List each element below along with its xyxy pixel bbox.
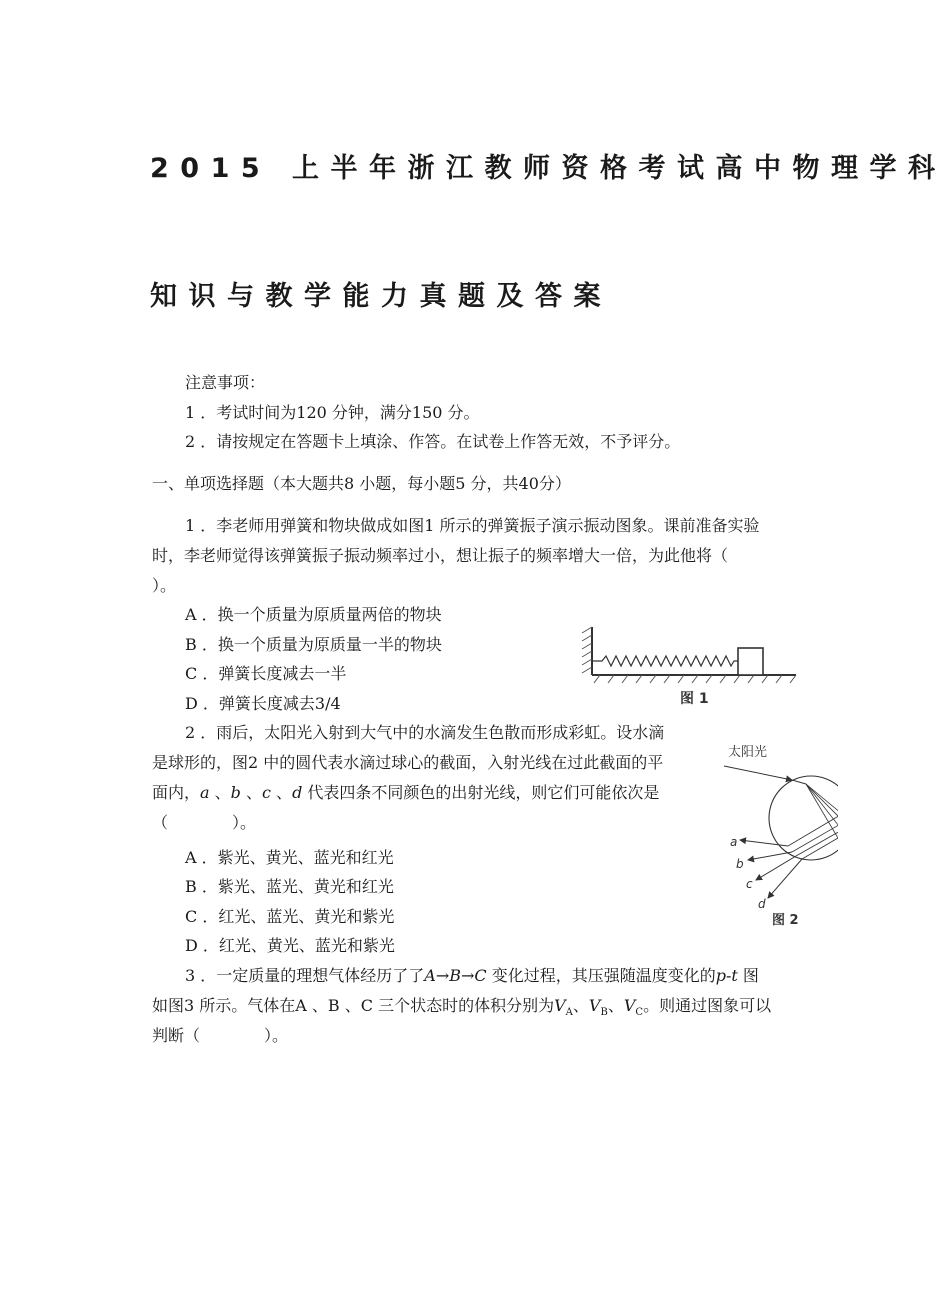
q3-sep-A: 、: [572, 996, 589, 1015]
q3-sep-B: 、: [607, 996, 624, 1015]
q3-VB-sub: B: [600, 1007, 608, 1019]
section-heading: 一、单项选择题（本大题共8 小题，每小题5 分，共40分）: [152, 474, 571, 493]
q3-process: A→B→C: [424, 966, 487, 985]
q2-var-c: c: [262, 783, 271, 802]
q3-line2-post: 。则通过图象可以: [643, 996, 772, 1015]
notice-item-2: 2 ．请按规定在答题卡上填涂、作答。在试卷上作答无效，不予评分。: [185, 432, 681, 451]
q1-option-b: B ．换一个质量为原质量一半的物块: [185, 635, 442, 654]
q2-option-b: B ．紫光、蓝光、黄光和红光: [185, 877, 394, 896]
figure-2-ray-d: d: [758, 897, 766, 911]
q1-text-line1: 1 ．李老师用弹簧和物块做成如图1 所示的弹簧振子演示振动图象。课前准备实验: [185, 516, 760, 535]
q2-var-b: b: [230, 783, 241, 802]
q2-sep-3: 、: [270, 783, 293, 802]
q2-option-d: D ．红光、黄光、蓝光和紫光: [185, 936, 395, 955]
q3-VA-sub: A: [565, 1007, 573, 1019]
q3-VA: V: [554, 996, 566, 1015]
q2-text-line2: 是球形的，图2 中的圆代表水滴过球心的截面，入射光线在过此截面的平: [152, 753, 664, 772]
q2-text-line1: 2 ．雨后，太阳光入射到大气中的水滴发生色散而形成彩虹。设水滴: [185, 723, 665, 742]
figure-2-ray-c: c: [746, 877, 753, 891]
figure-2-water-droplet: [722, 738, 838, 928]
q3-line1-mid: 变化过程，其压强随温度变化的: [486, 966, 716, 985]
q3-VC-sub: C: [635, 1007, 644, 1019]
q2-option-c: C ．红光、蓝光、黄光和紫光: [185, 907, 395, 926]
figure-2-label: 图 2: [772, 913, 799, 928]
notice-item-1: 1 ．考试时间为120 分钟，满分150 分。: [185, 403, 480, 422]
q3-line1-post: 图: [737, 966, 759, 985]
figure-1-label: 图 1: [680, 691, 709, 707]
q1-text-line2: 时，李老师觉得该弹簧振子振动频率过小，想让振子的频率增大一倍，为此他将（: [152, 546, 729, 565]
q3-VB: V: [588, 996, 601, 1015]
q2-text-line3: [152, 783, 659, 803]
q2-var-d: d: [292, 783, 303, 802]
doc-title-line2: 知识与教学能力真题及答案: [150, 281, 612, 312]
q3-VC: V: [623, 996, 636, 1015]
notice-heading: 注意事项：: [185, 373, 266, 392]
q2-sep-2: 、: [240, 783, 262, 802]
figure-2-ray-a: a: [730, 835, 738, 849]
q2-var-a: a: [200, 783, 210, 802]
figure-2-sun-label: 太阳光: [728, 745, 768, 760]
q3-text-line3: 判断（ ）。: [152, 1026, 289, 1045]
q2-line3-post: 代表四条不同颜色的出射光线，则它们可能依次是: [302, 783, 660, 802]
q1-option-a: A ．换一个质量为原质量两倍的物块: [185, 605, 442, 624]
q3-pt: p-t: [715, 966, 738, 985]
q2-sep-1: 、: [209, 783, 231, 802]
figure-1-spring-oscillator: [578, 615, 803, 710]
q2-text-line4: （ ）。: [152, 813, 257, 832]
doc-title-line1: 2015 上半年浙江教师资格考试高中物理学科: [150, 153, 947, 184]
figure-2-ray-b: b: [736, 857, 744, 871]
q3-text-line2: [152, 996, 771, 1023]
q3-line1-pre: 3 ．一定质量的理想气体经历了了: [185, 966, 425, 985]
q2-line3-pre: 面内，: [152, 783, 201, 802]
q1-text-line3: ）。: [152, 576, 177, 595]
q1-option-c: C ．弹簧长度减去一半: [185, 664, 347, 683]
q1-option-d: D ．弹簧长度减去3/4: [185, 694, 341, 713]
q2-option-a: A ．紫光、黄光、蓝光和红光: [185, 848, 394, 867]
q3-text-line1: [185, 966, 759, 986]
q3-line2-pre: 如图3 所示。气体在A 、B 、C 三个状态时的体积分别为: [152, 996, 555, 1015]
